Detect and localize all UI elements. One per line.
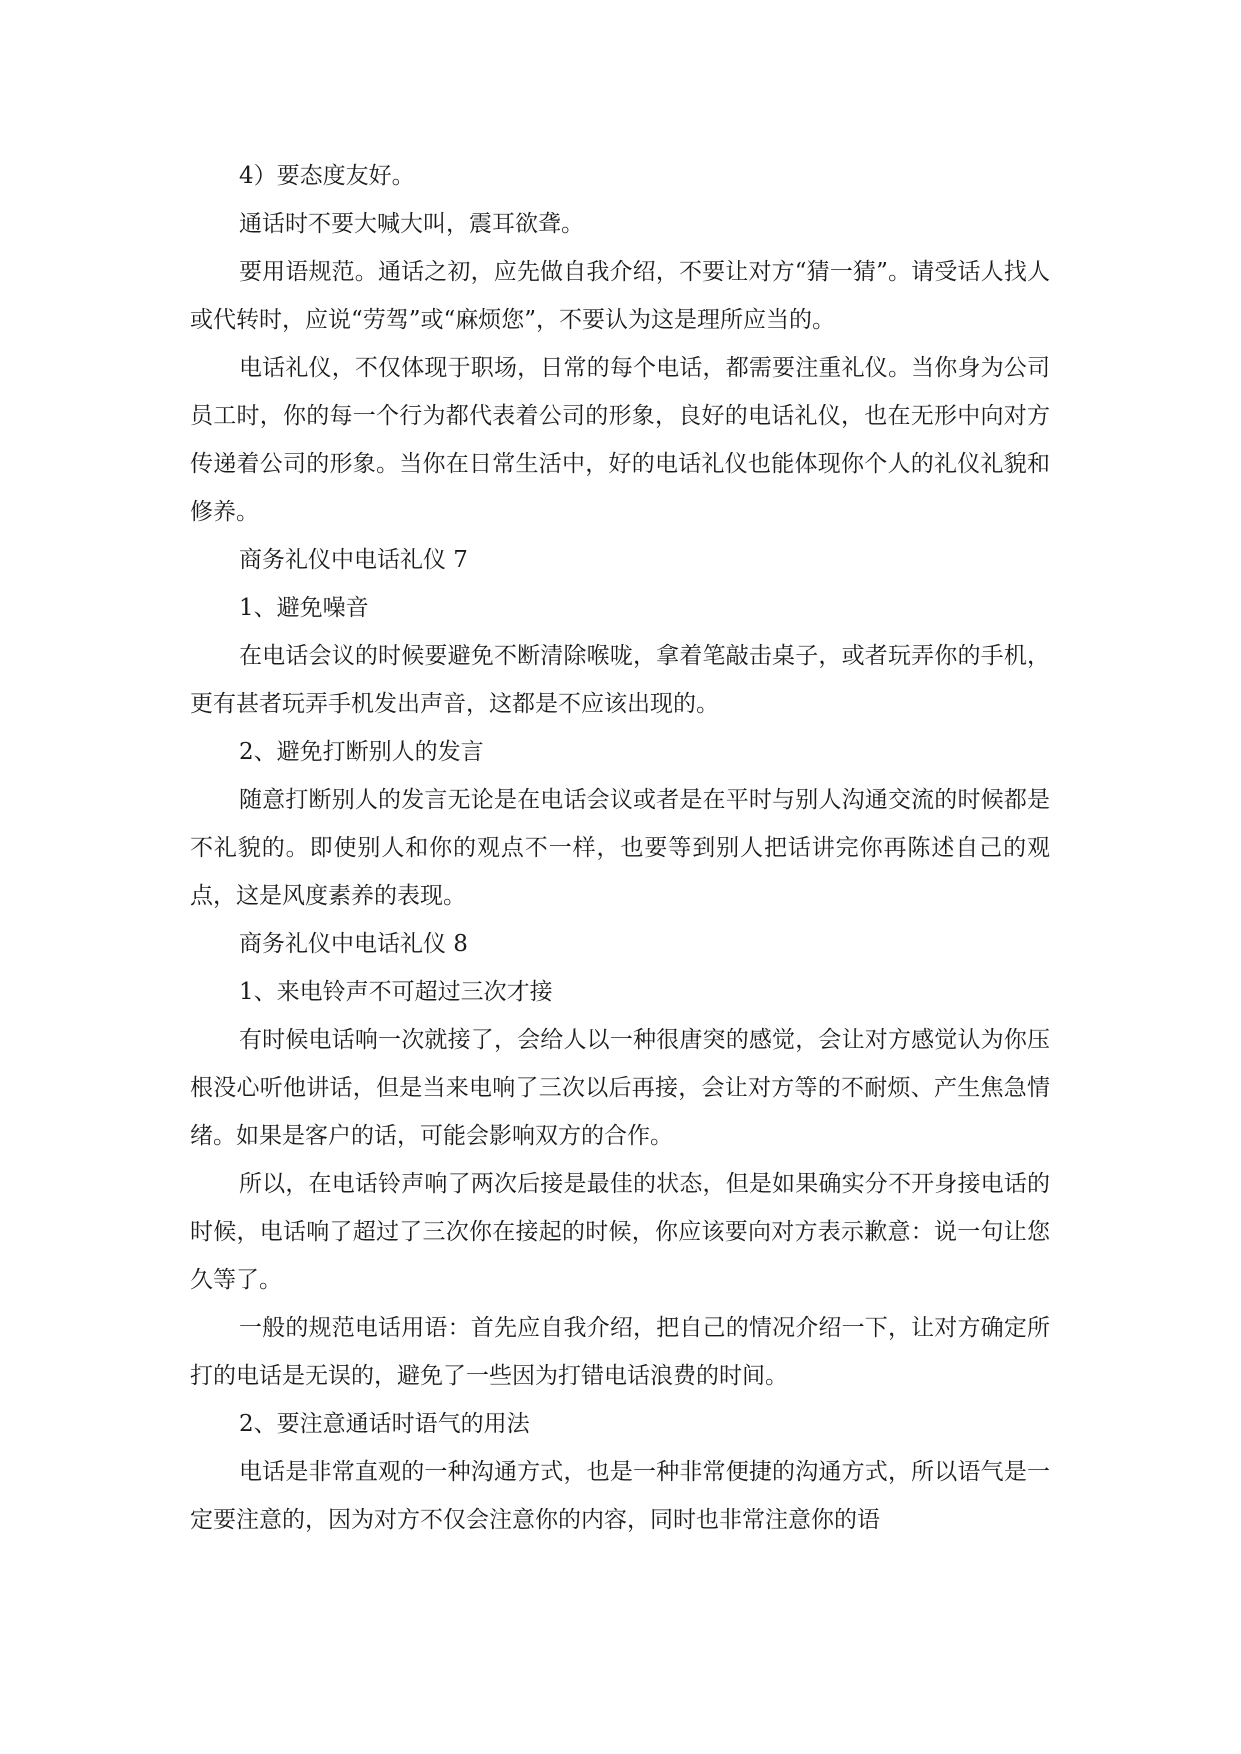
subheading: 2、避免打断别人的发言 <box>239 739 484 765</box>
paragraph: 通话时不要大喊大叫，震耳欲聋。 <box>239 211 584 237</box>
paragraph: 在电话会议的时候要避免不断清除喉咙，拿着笔敲击桌子，或者玩弄你的手机，更有甚者玩弄手机发出声音，这都是不应该出现的。 <box>190 643 1050 717</box>
section-heading: 商务礼仪中电话礼仪 7 <box>239 547 468 573</box>
subheading: 1、来电铃声不可超过三次才接 <box>239 979 553 1005</box>
paragraph: 电话是非常直观的一种沟通方式，也是一种非常便捷的沟通方式，所以语气是一定要注意的，因为对方不仅会注意你的内容，同时也非常注意你的语 <box>190 1459 1050 1533</box>
paragraph: 有时候电话响一次就接了，会给人以一种很唐突的感觉，会让对方感觉认为你压根没心听他讲话，但是当来电响了三次以后再接，会让对方等的不耐烦、产生焦急情绪。如果是客户的话，可能会影响双方的合作。 <box>190 1027 1050 1149</box>
paragraph: 随意打断别人的发言无论是在电话会议或者是在平时与别人沟通交流的时候都是不礼貌的。即使别人和你的观点不一样，也要等到别人把话讲完你再陈述自己的观点，这是风度素养的表现。 <box>190 787 1050 909</box>
paragraph: 电话礼仪，不仅体现于职场，日常的每个电话，都需要注重礼仪。当你身为公司员工时，你的每一个行为都代表着公司的形象，良好的电话礼仪，也在无形中向对方传递着公司的形象。当你在日常生活中，好的电话礼仪也能体现你个人的礼仪礼貌和修养。 <box>190 355 1050 525</box>
paragraph: 所以，在电话铃声响了两次后接是最佳的状态，但是如果确实分不开身接电话的时候，电话响了超过了三次你在接起的时候，你应该要向对方表示歉意：说一句让您久等了。 <box>190 1171 1050 1293</box>
section-heading: 商务礼仪中电话礼仪 8 <box>239 931 468 957</box>
paragraph: 要用语规范。通话之初，应先做自我介绍，不要让对方“猜一猜”。请受话人找人或代转时，应说“劳驾”或“麻烦您”，不要认为这是理所应当的。 <box>190 259 1050 333</box>
subheading: 1、避免噪音 <box>239 595 369 621</box>
paragraph: 一般的规范电话用语：首先应自我介绍，把自己的情况介绍一下，让对方确定所打的电话是无误的，避免了一些因为打错电话浪费的时间。 <box>190 1315 1050 1389</box>
subheading: 2、要注意通话时语气的用法 <box>239 1411 530 1437</box>
paragraph: 4）要态度友好。 <box>239 163 415 189</box>
document-body <box>190 152 1050 1544</box>
